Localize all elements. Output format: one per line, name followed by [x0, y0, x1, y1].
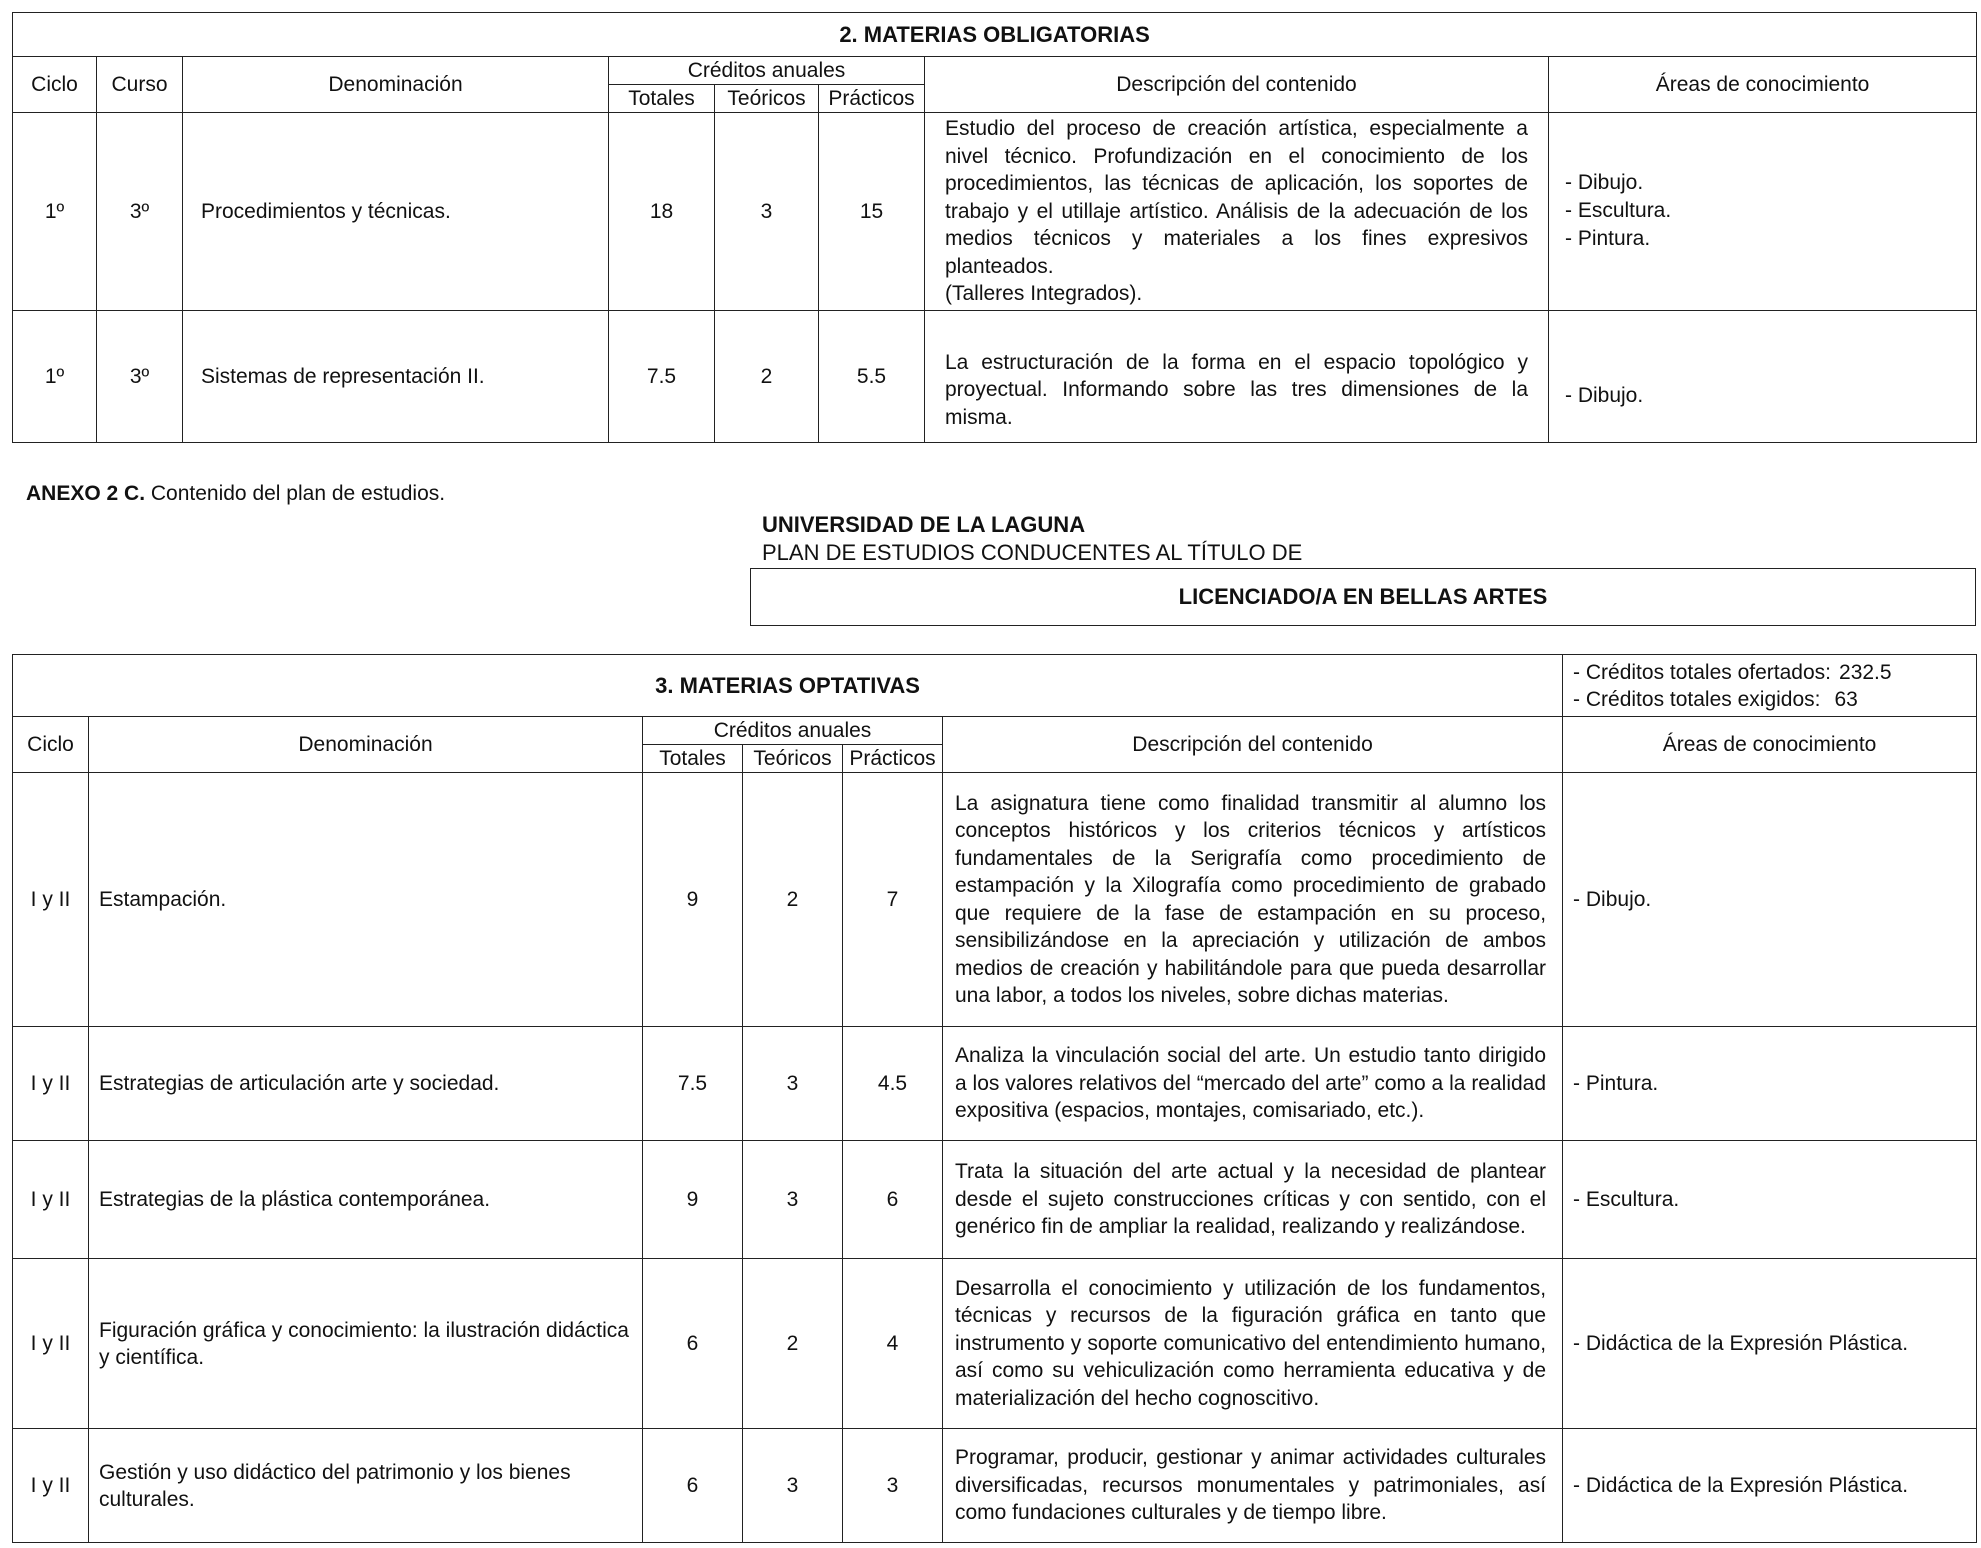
cell-totales: 9 [643, 1141, 743, 1259]
cell-ciclo: I y II [13, 1429, 89, 1543]
cell-descripcion: Desarrolla el conocimiento y utilización de los fundamentos, técnicas y recursos de la figuración gráfica en tanto que instrumento y soporte comunicativo del entendimiento humano, así como su vehiculización como herramienta educativa y de materialización del hecho cognoscitivo. [943, 1259, 1563, 1429]
cell-practicos: 7 [843, 773, 943, 1027]
header-descripcion: Descripción del contenido [943, 717, 1563, 773]
cell-totales: 6 [643, 1259, 743, 1429]
cell-areas [1549, 113, 1977, 311]
cell-practicos: 4.5 [843, 1027, 943, 1141]
area-item: - Dibujo. [1565, 384, 1644, 407]
area-item: - Dibujo. [1565, 171, 1644, 195]
area-item: - Escultura. [1565, 199, 1672, 223]
cell-practicos: 5.5 [819, 310, 925, 442]
table-row [13, 1429, 1977, 1543]
cell-descripcion: Trata la situación del arte actual y la necesidad de plantear desde el sujeto construcciones críticas y con sentido, con el genérico fin de ampliar la realidad, realizando y realizándose. [943, 1141, 1563, 1259]
cell-descripcion [925, 113, 1549, 311]
cell-areas: - Pintura. [1563, 1027, 1977, 1141]
cell-ciclo: 1º [13, 310, 97, 442]
header-denominacion: Denominación [89, 717, 643, 773]
cell-teoricos: 3 [743, 1429, 843, 1543]
annex-text: Contenido del plan de estudios. [145, 482, 446, 505]
plan-title: PLAN DE ESTUDIOS CONDUCENTES AL TÍTULO DE [762, 540, 1303, 565]
cell-descripcion: Analiza la vinculación social del arte. Un estudio tanto dirigido a los valores relativos del “mercado del arte” como a la realidad expositiva (espacios, montajes, comisariado, etc.). [943, 1027, 1563, 1141]
section-title: 2. MATERIAS OBLIGATORIAS [13, 13, 1977, 57]
credits-required-label: - Créditos totales exigidos: [1573, 687, 1821, 711]
cell-practicos: 6 [843, 1141, 943, 1259]
cell-ciclo: 1º [13, 113, 97, 311]
cell-denominacion: Procedimientos y técnicas. [183, 113, 609, 311]
cell-descripcion: La asignatura tiene como finalidad transmitir al alumno los conceptos históricos y los criterios técnicos y artísticos fundamentales de la Serigrafía como procedimiento de estampación y la Xilografía como procedimiento de grabado que requiere de la fase de estampación en su proceso, sensibilizándose en la apreciación y utilización de ambos medios de creación y habilitándole para que pueda desarrollar una labor, a todos los niveles, sobre dichas materias. [943, 773, 1563, 1027]
table-row [13, 1027, 1977, 1141]
cell-totales: 18 [609, 113, 715, 311]
cell-ciclo: I y II [13, 773, 89, 1027]
cell-denominacion: Figuración gráfica y conocimiento: la ilustración didáctica y científica. [89, 1259, 643, 1429]
cell-totales: 6 [643, 1429, 743, 1543]
credits-required-value: 63 [1834, 687, 1858, 711]
cell-practicos: 4 [843, 1259, 943, 1429]
header-ciclo: Ciclo [13, 57, 97, 113]
cell-denominacion: Estrategias de articulación arte y sociedad. [89, 1027, 643, 1141]
cell-denominacion: Gestión y uso didáctico del patrimonio y los bienes culturales. [89, 1429, 643, 1543]
cell-denominacion: Sistemas de representación II. [183, 310, 609, 442]
header-teoricos: Teóricos [715, 85, 819, 113]
header-totales: Totales [609, 85, 715, 113]
cell-teoricos: 3 [715, 113, 819, 311]
degree-title: LICENCIADO/A EN BELLAS ARTES [750, 568, 1976, 626]
cell-denominacion: Estrategias de la plástica contemporánea. [89, 1141, 643, 1259]
cell-descripcion: La estructuración de la forma en el espacio topológico y proyectual. Informando sobre las tres dimensiones de la misma. [925, 310, 1549, 442]
description-text: Estudio del proceso de creación artística, especialmente a nivel técnico. Profundización en el conocimiento de los procedimientos, las técnicas de aplicación, los soportes de trabajo y el utillaje artístico. Análisis de la adecuación de los medios técnicos y materiales a los fines expresivos planteados. [945, 117, 1528, 278]
header-areas: Áreas de conocimiento [1549, 57, 1977, 113]
header-areas: Áreas de conocimiento [1563, 717, 1977, 773]
cell-ciclo: I y II [13, 1141, 89, 1259]
cell-teoricos: 2 [743, 1259, 843, 1429]
cell-teoricos: 3 [743, 1141, 843, 1259]
description-note: (Talleres Integrados). [945, 282, 1143, 305]
obligatory-subjects-table [12, 12, 1977, 443]
cell-totales: 9 [643, 773, 743, 1027]
header-descripcion: Descripción del contenido [925, 57, 1549, 113]
table-row [13, 113, 1977, 311]
cell-ciclo: I y II [13, 1027, 89, 1141]
cell-teoricos: 3 [743, 1027, 843, 1141]
credits-summary [1563, 655, 1977, 717]
university-name: UNIVERSIDAD DE LA LAGUNA [762, 512, 1086, 537]
header-totales: Totales [643, 745, 743, 773]
cell-areas: - Escultura. [1563, 1141, 1977, 1259]
header-practicos: Prácticos [819, 85, 925, 113]
header-practicos: Prácticos [843, 745, 943, 773]
table-row [13, 1259, 1977, 1429]
annex-caption [26, 482, 445, 506]
cell-teoricos: 2 [715, 310, 819, 442]
cell-areas: - Didáctica de la Expresión Plástica. [1563, 1259, 1977, 1429]
area-item: - Pintura. [1565, 227, 1651, 251]
cell-descripcion: Programar, producir, gestionar y animar actividades culturales diversificadas, recursos monumentales y patrimoniales, así como fundaciones culturales y de tiempo libre. [943, 1429, 1563, 1543]
cell-curso: 3º [97, 310, 183, 442]
section-title: 3. MATERIAS OPTATIVAS [13, 655, 1563, 717]
credits-offered-label: - Créditos totales ofertados: [1573, 660, 1832, 684]
cell-totales: 7.5 [643, 1027, 743, 1141]
header-teoricos: Teóricos [743, 745, 843, 773]
annex-label: ANEXO 2 C. [26, 482, 146, 505]
table-row [13, 310, 1977, 442]
header-creditos: Créditos anuales [609, 57, 925, 85]
cell-denominacion: Estampación. [89, 773, 643, 1027]
cell-areas: - Dibujo. [1563, 773, 1977, 1027]
cell-practicos: 15 [819, 113, 925, 311]
cell-teoricos: 2 [743, 773, 843, 1027]
cell-practicos: 3 [843, 1429, 943, 1543]
cell-curso: 3º [97, 113, 183, 311]
optional-subjects-table [12, 654, 1977, 1543]
table-row [13, 773, 1977, 1027]
header-creditos: Créditos anuales [643, 717, 943, 745]
credits-offered-value: 232.5 [1839, 660, 1892, 684]
header-curso: Curso [97, 57, 183, 113]
cell-areas: - Didáctica de la Expresión Plástica. [1563, 1429, 1977, 1543]
cell-areas [1549, 310, 1977, 442]
header-denominacion: Denominación [183, 57, 609, 113]
cell-totales: 7.5 [609, 310, 715, 442]
header-ciclo: Ciclo [13, 717, 89, 773]
table-row [13, 1141, 1977, 1259]
cell-ciclo: I y II [13, 1259, 89, 1429]
